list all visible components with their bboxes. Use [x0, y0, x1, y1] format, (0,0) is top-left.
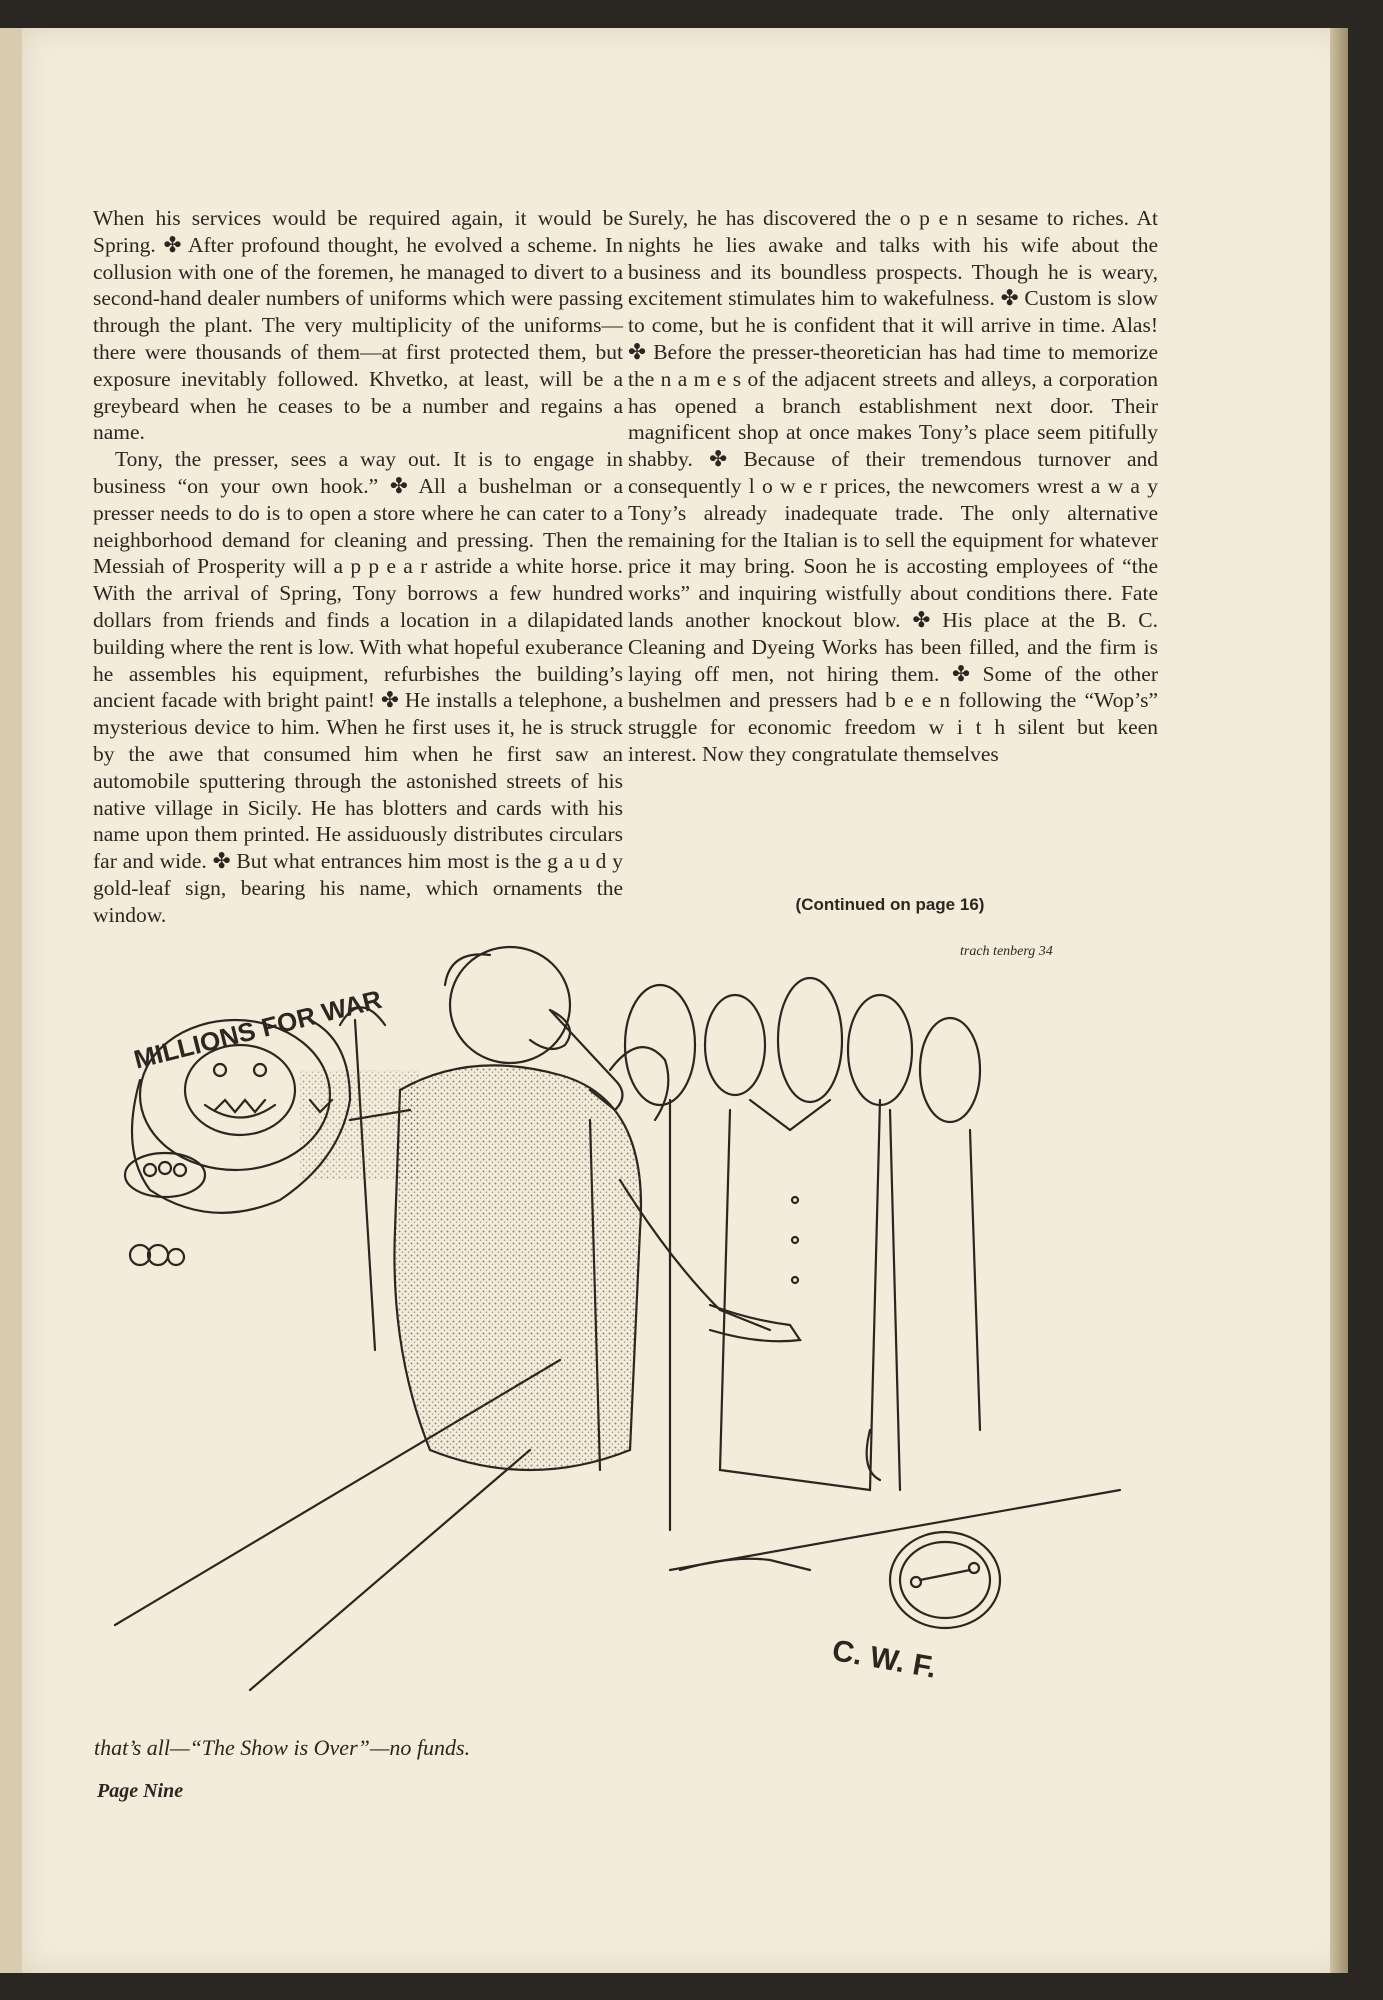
caption: that’s all—“The Show is Over”—no funds. [94, 1735, 471, 1760]
page-number: Page Nine [97, 1780, 184, 1802]
paragraph: Tony, the presser, sees a way out. It is to engage in business “on your own hook.” ✤ All a bushelman or a presser needs to do is to open a store where he can cater to a neighborhood demand for cleaning and pressing. Then the Messiah of Prosperity will a p p e a r astride a white horse. With the arrival of Spring, Tony borrows a few hundred dollars from friends and finds a location in a dilapidated building where the rent is low. With what hopeful exuberance he assembles his equipment, refurbishes the building’s ancient facade with bright paint! ✤ He installs a telephone, a mysterious device to him. When he first uses it, he is struck by the awe that consumed him when he first saw an automobile sputtering through the astonished streets of his native village in Sicily. He has blotters and cards with his name upon them printed. He assiduously distributes circulars far and wide. ✤ But what entrances him most is the g a u d y gold-leaf sign, bearing his name, which ornaments the window. [93, 447, 623, 927]
artist-signature: trach tenberg 34 [960, 944, 1053, 959]
page-right-edge [1330, 28, 1348, 1973]
sword [355, 1020, 375, 1350]
banner-text: MILLIONS FOR WAR [130, 983, 385, 1075]
workers-crowd [590, 978, 980, 1530]
paragraph: When his services would be required again, it would be Spring. ✤ After profound thought, he evolved a scheme. In collusion with one of the foremen, he managed to divert to a second-hand dealer numbers of uniforms which were passing through the plant. The very multiplicity of the uniforms—there were thousands of them—at first protected them, but exposure inevitably followed. Khvetko, at least, will be a greybeard when he ceases to be a number and regains a name. [93, 206, 623, 445]
paragraph: Surely, he has discovered the o p e n sesame to riches. At nights he lies awake and talks with his wife about the business and its boundless prospects. Though he is weary, excitement stimulates him to wakefulness. ✤ Custom is slow to come, but he is confident that it will arrive in time. Alas! ✤ Before the presser-theoretician has had time to memorize the n a m e s of the adjacent streets and alleys, a corporation has opened a branch establishment next door. Their magnificent shop at once makes Tony’s place seem pitifully shabby. ✤ Because of their tremendous turnover and consequently l o w e r prices, the newcomers wrest a w a y Tony’s already inadequate trade. The only alternative remaining for the Italian is to sell the equipment for whatever price it may bring. Soon he is accosting employees of “the works” and inquiring wistfully about conditions there. Fate lands another knockout blow. ✤ His place at the B. C. Cleaning and Dyeing Works has been filled, and the firm is laying off men, not hiring them. ✤ Some of the other bushelmen and pressers had b e e n following the “Wop’s” struggle for economic freedom w i t h silent but keen interest. Now they congratulate themselves [628, 206, 1158, 766]
left-column [93, 205, 623, 929]
floor-line [250, 1450, 530, 1690]
plate-with-bone [890, 1532, 1000, 1628]
plate-text: C. W. F. [829, 1633, 939, 1685]
right-column [628, 205, 1158, 768]
cartoon-illustration [110, 930, 1160, 1730]
page-left-edge [0, 28, 22, 1973]
continued-note: (Continued on page 16) [795, 895, 985, 914]
